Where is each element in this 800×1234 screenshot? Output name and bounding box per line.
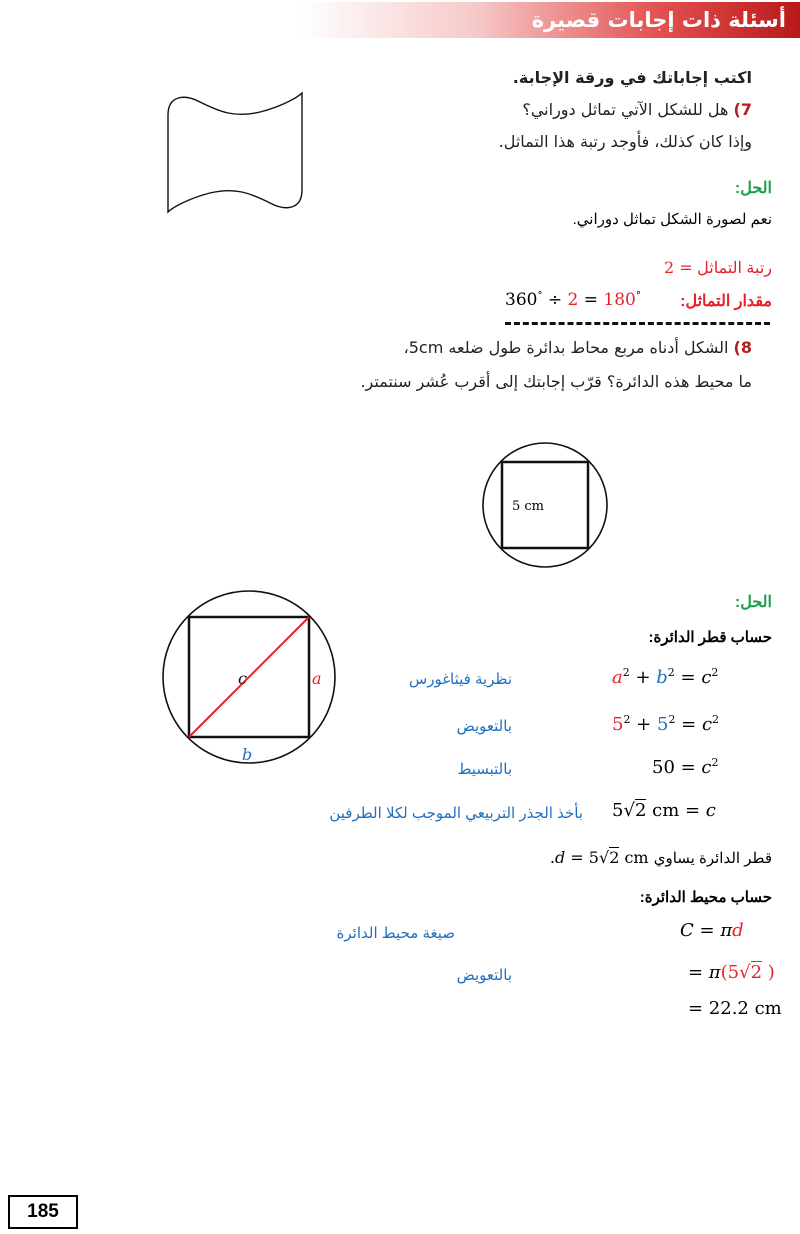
eq-sqrt-unit: cm (652, 800, 680, 821)
diameter-text: قطر الدائرة يساوي (653, 850, 772, 867)
q8-line2: ما محيط هذه الدائرة؟ قرّب إجابتك إلى أقرب عُشر سنتمتر. (360, 372, 752, 391)
q7-mag-180: 180 (603, 290, 636, 310)
q7-magnitude: 360° ÷ 2 = 180° (505, 290, 641, 310)
q8-text: الشكل أدناه مربع محاط بدائرة طول ضلعه 5cm، (403, 338, 729, 357)
note-pythagoras: نظرية فيثاغورس (408, 671, 512, 688)
label-b: b (242, 745, 253, 764)
q7-line2: وإذا كان كذلك، فأوجد رتبة هذا التماثل. (498, 132, 752, 151)
eq-circ-formula: C = πd (680, 920, 744, 941)
diameter-unit: cm (624, 848, 649, 867)
note-simplify: بالتبسيط (457, 761, 512, 778)
q8-line1 (404, 338, 752, 357)
q7-order: رتبة التماثل = 2 (663, 258, 772, 277)
q7-line1 (522, 100, 752, 119)
diameter-statement: قطر الدائرة يساوي d = 5√2 cm. (549, 848, 772, 867)
side-length-label: 5 cm (512, 499, 545, 514)
note-circ-formula: صيغة محيط الدائرة (336, 925, 455, 942)
q7-order-value: 2 (663, 258, 675, 277)
q7-solution-label: الحل: (734, 180, 772, 197)
diagonal-line (189, 617, 309, 737)
eq-sqrt: 5√2 cm = c (612, 800, 716, 821)
eq-simplify: $50 = c^2$ (652, 756, 719, 778)
label-c: c (238, 669, 247, 688)
eq-substitute: $5^2 + 5^2 = c^2$ (612, 713, 720, 735)
separator-dashes (505, 322, 770, 325)
eq-circ-substitute: = π(5√2 ) (688, 962, 775, 983)
diameter-rad: 2 (609, 848, 620, 867)
note-substitute: بالتعويض (456, 718, 512, 735)
diameter-coef: 5 (588, 848, 599, 867)
eq-pythagoras: $a^2 + b^2 = c^2$ (612, 666, 719, 688)
instruction: اكتب إجاباتك في ورقة الإجابة. (512, 68, 752, 87)
note-circ-substitute: بالتعويض (456, 967, 512, 984)
eq-circ-result: = 22.2 cm (688, 998, 782, 1019)
q7-magnitude-label: مقدار التماثل: (680, 293, 772, 310)
q8-square-circle-figure (480, 440, 610, 570)
section-title: أسئلة ذات إجابات قصيرة (531, 8, 786, 32)
q8-pythagoras-figure (160, 588, 340, 766)
eq-sqrt-coef: 5 (612, 800, 624, 821)
diameter-heading: حساب قطر الدائرة: (648, 629, 772, 646)
q7-order-label: رتبة التماثل (697, 260, 772, 277)
circumference-heading: حساب محيط الدائرة: (639, 889, 772, 906)
eq-sqrt-rad: 2 (634, 800, 647, 821)
q8-number: 8) (733, 338, 752, 357)
note-sqrt: بأخذ الجذر التربيعي الموجب لكلا الطرفين (329, 805, 583, 822)
section-banner (300, 2, 800, 38)
q8-solution-label: الحل: (734, 594, 772, 611)
q7-mag-360: 360 (505, 290, 538, 310)
eq-simplify-lhs: 50 (652, 757, 675, 778)
q7-number: 7) (733, 100, 752, 119)
page-number: 185 (8, 1195, 78, 1229)
label-a: a (312, 669, 322, 688)
q7-shape-figure (165, 90, 305, 220)
q7-answer: نعم لصورة الشكل تماثل دوراني. (572, 211, 772, 228)
q7-mag-2: 2 (567, 290, 579, 310)
rotational-shape (168, 93, 302, 212)
q7-text: هل للشكل الآتي تماثل دوراني؟ (522, 100, 729, 119)
